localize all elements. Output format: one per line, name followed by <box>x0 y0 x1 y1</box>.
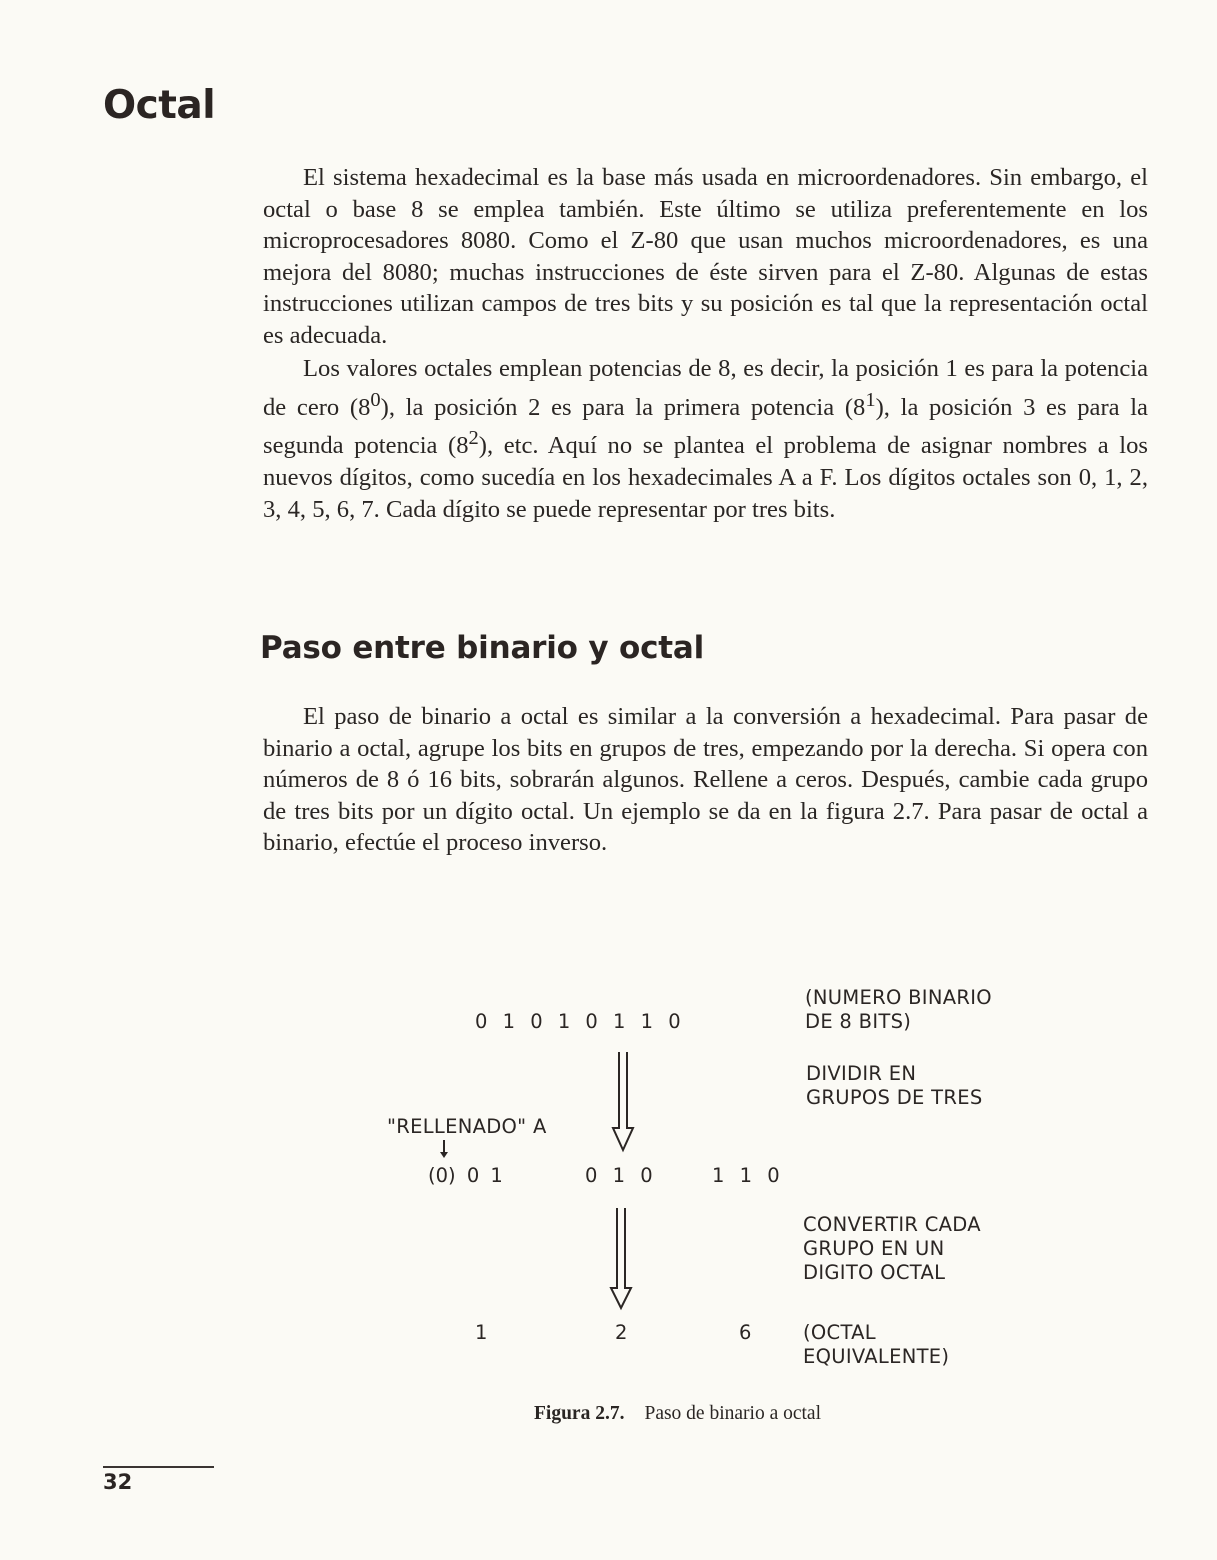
binary-number: 0 1 0 1 0 1 1 0 <box>475 1010 681 1033</box>
exponent-1: 1 <box>865 388 876 411</box>
paragraph-conversion: El paso de binario a octal es similar a la conversión a hexadecimal. Para pasar de binario a octal, agrupe los bits en grupos de tres, empezando por la derecha. Si opera con números de 8 ó 16 bits, sobrarán algunos. Rellene a ceros. Después, cambie cada grupo de tres bits por un dígito octal. Un ejemplo se da en la figura 2.7. Para pasar de octal a binario, efectúe el proceso inverso. <box>263 703 1148 857</box>
paragraph-octal-values: Los valores octales emplean potencias de 8, es decir, la posición 1 es para la potencia de cero $(8^0)$, la posición 2 es para la primera potencia $(8^1)$, la posición 3 es para la segunda potencia $(8^2)$, etc. Aquí no se plantea el problema de asignar nombres a los nuevos dígitos, como sucedía en los hexadecimales A a F. Los dígitos octales son 0, 1, 2, 3, 4, 5, 6, 7. Cada dígito se puede representar por tres bits. <box>263 355 1148 523</box>
binary-label-line-1: (NUMERO BINARIO <box>805 986 992 1009</box>
page-number-rule <box>103 1466 214 1468</box>
octal-digit-2: 2 <box>615 1321 628 1344</box>
down-arrow-1 <box>613 1052 633 1150</box>
caption-text: Paso de binario a octal <box>644 1403 821 1424</box>
convert-label-line-3: DIGITO OCTAL <box>803 1261 946 1284</box>
octal-digit-1: 1 <box>475 1321 488 1344</box>
convert-label-line-1: CONVERTIR CADA <box>803 1213 981 1236</box>
exponent-0: 0 <box>370 388 381 411</box>
figure-caption <box>534 1403 821 1425</box>
group-1: (0) 0 1 <box>428 1164 503 1187</box>
group-2: 0 1 0 <box>585 1164 653 1187</box>
convert-label-line-2: GRUPO EN UN <box>803 1237 945 1260</box>
section-title: Octal <box>103 83 216 128</box>
paragraph-intro: El sistema hexadecimal es la base más usada en microordenadores. Sin embargo, el octal o base 8 se emplea también. Este último se utiliza preferentemente en los microprocesadores 8080. Como el Z-80 que usan muchos microordenadores, es una mejora del 8080; muchas instrucciones de éste sirven para el Z-80. Algunas de estas instrucciones utilizan campos de tres bits y su posición es tal que la representación octal es adecuada. <box>263 164 1148 349</box>
page-number: 32 <box>103 1470 133 1494</box>
binary-label-line-2: DE 8 BITS) <box>805 1010 912 1033</box>
down-arrow-2 <box>611 1208 631 1308</box>
octal-label-line-2: EQUIVALENTE) <box>803 1345 950 1368</box>
exponent-2: 2 <box>468 427 479 450</box>
group-3: 1 1 0 <box>712 1164 780 1187</box>
octal-label-line-1: (OCTAL <box>803 1321 876 1344</box>
octal-digit-3: 6 <box>739 1321 752 1344</box>
split-label-line-2: GRUPOS DE TRES <box>806 1086 983 1109</box>
padding-pointer-head <box>440 1152 448 1158</box>
split-label-line-1: DIVIDIR EN <box>806 1062 917 1085</box>
caption-label: Figura 2.7. <box>534 1403 625 1424</box>
subsection-title: Paso entre binario y octal <box>260 630 705 666</box>
padding-label: "RELLENADO" A <box>387 1115 547 1138</box>
